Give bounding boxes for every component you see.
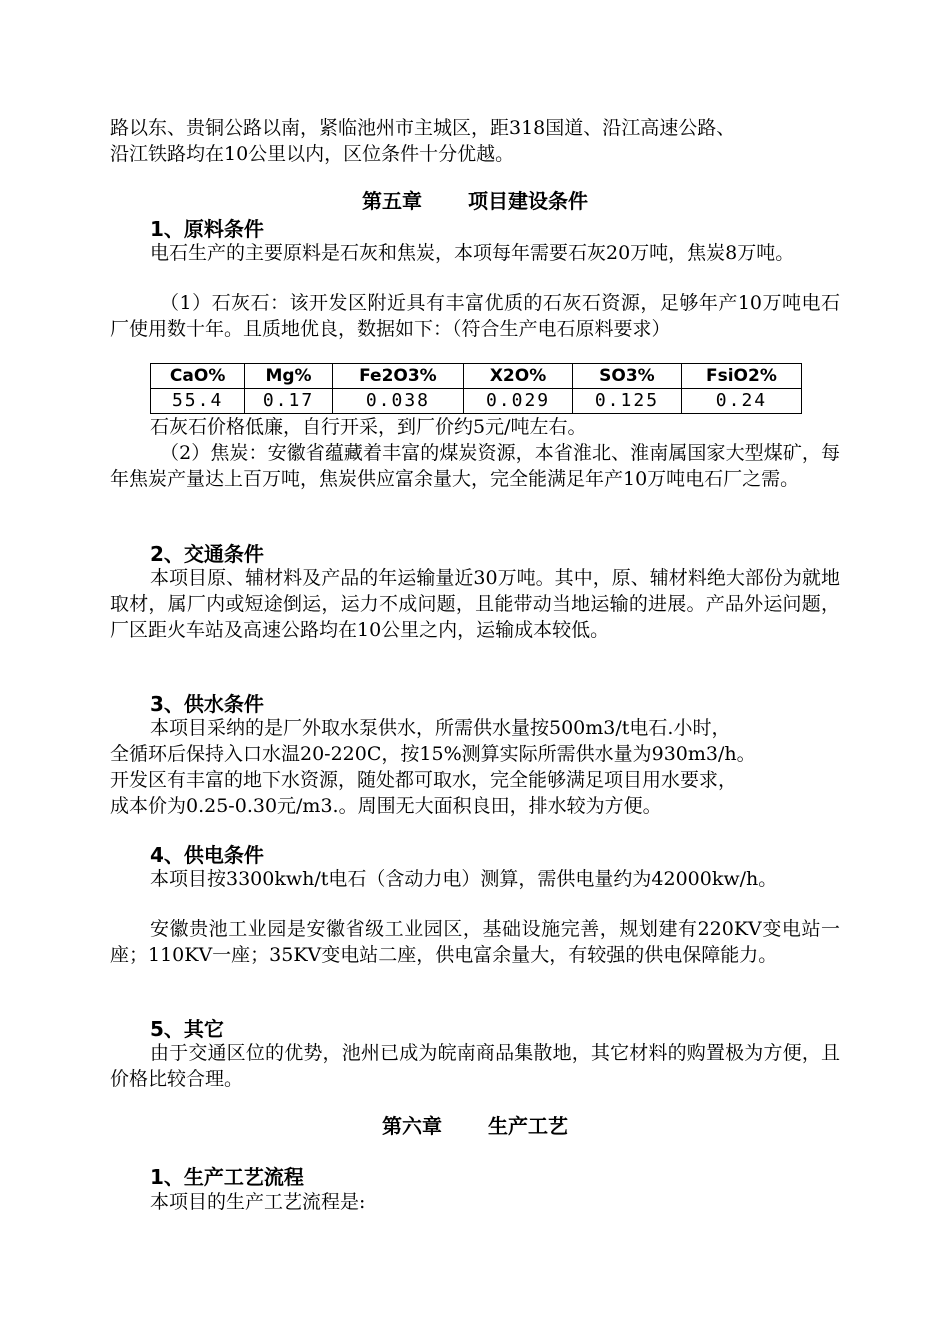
section-3-line-4: 成本价为0.25-0.30元/m3.。周围无大面积良田，排水较为方便。 (110, 795, 662, 817)
chapter-6-name: 生产工艺 (488, 1114, 568, 1138)
table-header-cell: Mg% (245, 364, 332, 389)
section-6-paragraph-1: 本项目的生产工艺流程是: (150, 1191, 366, 1213)
section-3-line-3: 开发区有丰富的地下水资源，随处都可取水，完全能够满足项目用水要求， (110, 769, 738, 791)
table-header-row (151, 364, 802, 389)
section-5-paragraph-1: 由于交通区位的优势，池州已成为皖南商品集散地，其它材料的购置极为方便，且价格比较合理。 (110, 1042, 840, 1090)
table-cell: 0.038 (332, 389, 463, 414)
section-1-paragraph-2: （1）石灰石：该开发区附近具有丰富优质的石灰石资源，足够年产10万吨电石厂使用数十年。且质地优良，数据如下：（符合生产电石原料要求） (110, 292, 840, 340)
table-header-cell: CaO% (151, 364, 245, 389)
chapter-6-number: 第六章 (382, 1114, 442, 1138)
chapter-5-title (0, 187, 950, 215)
section-2-heading: 2、交通条件 (150, 542, 264, 566)
chapter-5-name: 项目建设条件 (468, 189, 588, 213)
intro-line-1: 路以东、贵铜公路以南，紧临池州市主城区，距318国道、沿江高速公路、 (110, 117, 736, 139)
section-1-heading: 1、原料条件 (150, 217, 264, 241)
table-cell: 0.125 (572, 389, 681, 414)
table-cell: 55.4 (151, 389, 245, 414)
chapter-6-title (0, 1112, 950, 1140)
table-header-cell: X2O% (464, 364, 573, 389)
section-1-paragraph-3: 石灰石价格低廉，自行开采，到厂价约5元/吨左右。 (150, 416, 587, 438)
table-header-cell: Fe2O3% (332, 364, 463, 389)
intro-line-2: 沿江铁路均在10公里以内，区位条件十分优越。 (110, 143, 515, 165)
table-cell: 0.029 (464, 389, 573, 414)
limestone-composition-table (150, 363, 802, 414)
section-4-paragraph-1: 本项目按3300kwh/t电石（含动力电）测算，需供电量约为42000kw/h。 (150, 868, 778, 890)
section-1-paragraph-4: （2）焦炭：安徽省蕴藏着丰富的煤炭资源，本省淮北、淮南属国家大型煤矿，每年焦炭产量达上百万吨，焦炭供应富余量大，完全能满足年产10万吨电石厂之需。 (110, 442, 840, 490)
section-1-paragraph-1: 电石生产的主要原料是石灰和焦炭，本项每年需要石灰20万吨，焦炭8万吨。 (150, 242, 795, 264)
chapter-5-number: 第五章 (362, 189, 422, 213)
table-header-cell: SO3% (572, 364, 681, 389)
section-4-paragraph-2: 安徽贵池工业园是安徽省级工业园区，基础设施完善，规划建有220KV变电站一座；110KV一座；35KV变电站二座，供电富余量大，有较强的供电保障能力。 (110, 918, 840, 966)
table-cell: 0.24 (681, 389, 801, 414)
table-cell: 0.17 (245, 389, 332, 414)
section-6-heading: 1、生产工艺流程 (150, 1165, 304, 1189)
section-3-line-2: 全循环后保持入口水温20-220C，按15%测算实际所需供水量为930m3/h。 (110, 743, 756, 765)
section-5-heading: 5、其它 (150, 1017, 224, 1041)
section-4-heading: 4、供电条件 (150, 843, 264, 867)
table-header-cell: FsiO2% (681, 364, 801, 389)
section-3-line-1: 本项目采纳的是厂外取水泵供水，所需供水量按500m3/t电石.小时， (150, 717, 731, 739)
section-3-heading: 3、供水条件 (150, 692, 264, 716)
section-2-paragraph-1: 本项目原、辅材料及产品的年运输量近30万吨。其中，原、辅材料绝大部份为就地取材，属厂内或短途倒运，运力不成问题，且能带动当地运输的进展。产品外运问题，厂区距火车站及高速公路均在10公里之内，运输成本较低。 (110, 567, 840, 641)
table-row (151, 389, 802, 414)
